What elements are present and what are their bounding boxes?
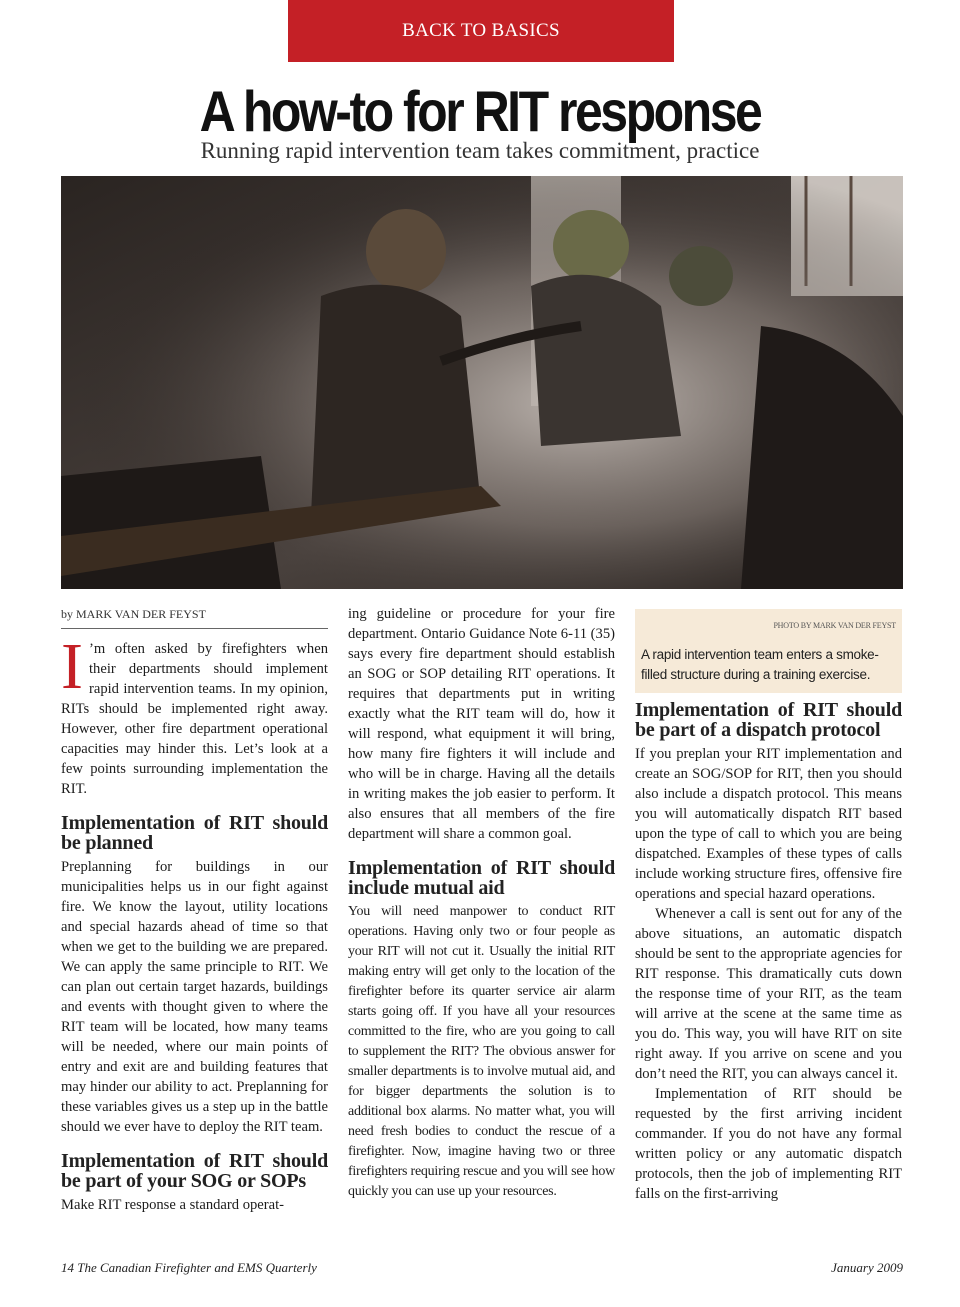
photo-credit: PHOTO BY MARK VAN DER FEYST bbox=[773, 621, 896, 630]
section-heading: Implementation of RIT should be part of your SOG or SOPs bbox=[61, 1150, 328, 1192]
section-heading: Implementation of RIT should be planned bbox=[61, 812, 328, 854]
headline: A how-to for RIT response bbox=[199, 79, 761, 144]
section-heading: Implementation of RIT should include mutual aid bbox=[348, 857, 615, 899]
section-body-continued: ing guideline or procedure for your fire department. Ontario Guidance Note 6-11 (35) says every fire department should establish an SOG or SOP detailing RIT operations. It requires that departments put in writing exactly what the RIT team will do, how it will respond, what equipment it will bring, how many fire fighters it will include and who will be in charge. Having all the details in writing makes the job easier to perform. It also ensures that all members of the fire department will share a common goal. bbox=[348, 606, 615, 842]
column-2 bbox=[348, 604, 615, 1202]
section-banner: BACK TO BASICS bbox=[288, 0, 674, 62]
footer-date: January 2009 bbox=[831, 1260, 903, 1275]
section-body: Preplanning for buildings in our municipalities helps us in our fight against fire. We know the layout, utility locations and special hazards ahead of time so that when we get to the building we are prepared. We can apply the same principle to RIT. We can plan out certain target hazards, buildings and events with thought given to where the RIT team will be located, how many teams will be needed, where our main points of entry and exit are and building features that may hinder our ability to act. Preplanning for these variables gives us a step up in the battle should we ever have to deploy the RIT team. bbox=[61, 859, 328, 1135]
column-1 bbox=[61, 604, 328, 1215]
intro-paragraph bbox=[61, 630, 328, 799]
section-body: If you preplan your RIT implementation and create an SOG/SOP for RIT, then you should also include a dispatch protocol. This means you will automatically dispatch RIT based upon the type of call to which you are being dispatched. Examples of these types of calls include working structure fires, offensive fire operations and special hazard operations. bbox=[635, 746, 902, 902]
photo-caption-box bbox=[635, 609, 902, 693]
article-photo bbox=[61, 176, 903, 589]
page-footer bbox=[61, 1260, 903, 1276]
section-body: Implementation of RIT should be requested by the first arriving incident commander. If you do not have any formal written policy or any automatic dispatch protocols, then the job of implementing RIT falls on the first-arriving bbox=[635, 1086, 902, 1202]
footer-publication: 14 The Canadian Firefighter and EMS Quarterly bbox=[61, 1260, 317, 1275]
intro-text: ’m often asked by firefighters when their departments should implement rapid intervention teams. In my opinion, RITs should be implemented right away. However, other fire department operational capacities may hinder this. Let’s look at a few points surrounding implementation the RIT. bbox=[61, 641, 328, 797]
column-3 bbox=[635, 700, 902, 1204]
drop-cap: I bbox=[61, 630, 83, 703]
section-heading: Implementation of RIT should be part of a dispatch protocol bbox=[635, 699, 902, 741]
byline: by MARK VAN DER FEYST bbox=[61, 604, 328, 629]
photo-caption: A rapid intervention team enters a smoke-filled structure during a training exercise. bbox=[641, 647, 879, 682]
section-body: Make RIT response a standard operat- bbox=[61, 1197, 285, 1213]
section-body: You will need manpower to conduct RIT operations. Having only two or four people as your RIT will not cut it. Usually the initial RIT making entry will get only to the location of the firefighter before its quarter service air alarm starts going off. If you have all your resources committed to the fire, who are you going to call to supplement the RIT? The obvious answer for smaller departments is to involve mutual aid, and for bigger departments the solution is to additional box alarms. No matter what, you will need fresh bodies to conduct the rescue of a firefighter. Now, imagine having two or three firefighters requiring rescue and you will see how quickly you can use up your resources. bbox=[348, 904, 615, 1199]
section-body: Whenever a call is sent out for any of the above situations, an automatic dispatch should be sent to the appropriate agencies for RIT response. This dramatically cuts down the response time of your RIT, as the team will arrive at the scene at the same time as you do. This way, you will have RIT on site right away. If you arrive on scene and you don’t need the RIT, you can always cancel it. bbox=[635, 906, 902, 1082]
deck-subtitle: Running rapid intervention team takes commitment, practice bbox=[200, 138, 760, 163]
